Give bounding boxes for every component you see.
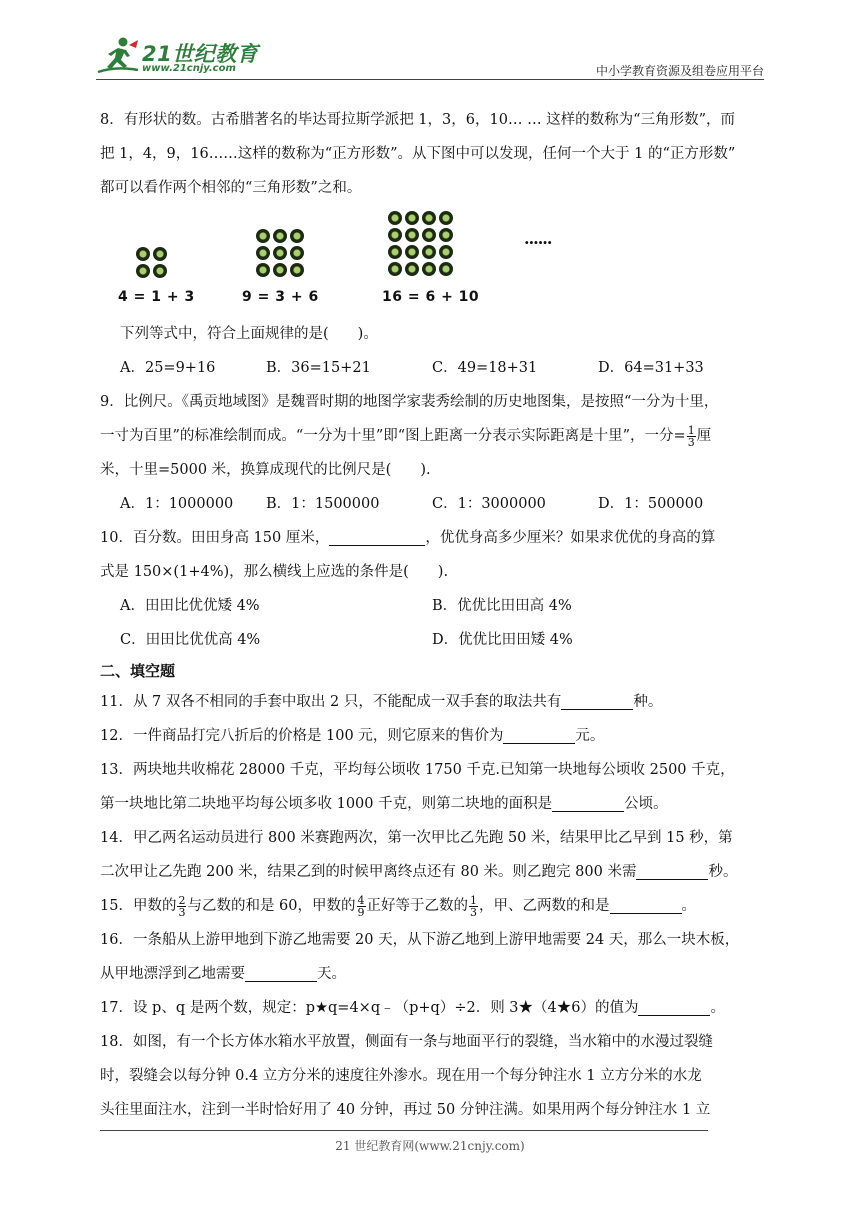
- figure-label-9: 9 = 3 + 6: [242, 289, 319, 305]
- dot: [439, 211, 453, 225]
- q8-option-a[interactable]: A．25=9+16: [120, 360, 216, 376]
- dot: [273, 263, 287, 277]
- q9-option-b[interactable]: B．1：1500000: [266, 496, 380, 512]
- q13-line-2: 第一块地比第二块地平均每公顷多收 1000 千克，则第二块地的面积是 公顷。: [100, 787, 764, 821]
- dot: [405, 245, 419, 259]
- dot: [273, 246, 287, 260]
- answer-blank[interactable]: [552, 793, 624, 812]
- answer-blank[interactable]: [245, 963, 317, 982]
- q16-line-1: 16．一条船从上游甲地到下游乙地需要 20 天，从下游乙地到上游甲地需要 24 天，那么一块木板，: [100, 932, 740, 948]
- dot: [256, 246, 270, 260]
- answer-blank[interactable]: [561, 691, 633, 710]
- q11: 11．从 7 双各不相同的手套中取出 2 只，不能配成一双手套的取法共有 种。: [100, 685, 764, 719]
- q9-option-d[interactable]: D．1：500000: [598, 496, 704, 512]
- logo-name: 21世纪教育: [142, 42, 259, 66]
- q8-line-2: 把 1，4，9，16……这样的数称为“正方形数”。从下图中可以发现，任何一个大于 1 的“正方形数”: [100, 146, 736, 162]
- q10-option-a[interactable]: A．田田比优优矮 4%: [120, 598, 260, 614]
- q8-line-1: 8．有形状的数。古希腊著名的毕达哥拉斯学派把 1，3，6，10… … 这样的数称为“三角形数”，而: [100, 112, 736, 128]
- q14-line-2: 二次甲让乙先跑 200 米，结果乙到的时候甲离终点还有 80 米。则乙跑完 800 米需 秒。: [100, 855, 764, 889]
- q9-option-c[interactable]: C．1：3000000: [432, 496, 546, 512]
- logo-url: www.21cnjy.com: [142, 63, 236, 74]
- section-heading-fill-in: 二、填空题: [100, 662, 176, 680]
- header-divider: [96, 79, 764, 80]
- dot: [405, 228, 419, 242]
- dot: [136, 264, 150, 278]
- q9-options: [100, 487, 764, 521]
- dot-grid-4x4: [388, 211, 453, 276]
- q8-option-d[interactable]: D．64=31+33: [598, 360, 704, 376]
- figure-label-16: 16 = 6 + 10: [382, 289, 480, 305]
- figure-ellipsis: ......: [524, 229, 552, 248]
- dot: [290, 246, 304, 260]
- q18-line-1: 18．如图，有一个长方体水箱水平放置，侧面有一条与地面平行的裂缝，当水箱中的水漫过裂缝: [100, 1034, 713, 1050]
- q8-prompt: 下列等式中，符合上面规律的是( )。: [120, 326, 378, 342]
- answer-blank[interactable]: [329, 527, 425, 546]
- answer-blank[interactable]: [503, 725, 575, 744]
- q8-option-c[interactable]: C．49=18+31: [432, 360, 538, 376]
- q9-option-a[interactable]: A．1：1000000: [120, 496, 234, 512]
- runner-logo-icon: [96, 36, 140, 76]
- q8-line-3: 都可以看作两个相邻的“三角形数”之和。: [100, 180, 362, 196]
- fraction-two-thirds: $\frac{2}{3}$: [178, 893, 186, 919]
- q10-line-2: 式是 150×(1+4%)，那么横线上应选的条件是( ).: [100, 564, 449, 580]
- q10-option-d[interactable]: D．优优比田田矮 4%: [432, 632, 573, 648]
- q9-line-2-text: 一寸为百里”的标准绘制而成。“一分为十里”即“图上距离一分表示实际距离是十里”，一分=: [100, 428, 686, 444]
- dot: [153, 247, 167, 261]
- site-logo: [96, 36, 266, 78]
- q18-line-3: 头往里面注水，注到一半时恰好用了 40 分钟，再过 50 分钟注满。如果用两个每分钟注水 1 立: [100, 1102, 711, 1118]
- answer-blank[interactable]: [610, 895, 682, 914]
- dot: [388, 228, 402, 242]
- document-body: [100, 103, 764, 1127]
- fraction-four-ninths: $\frac{4}{9}$: [357, 893, 365, 919]
- q8-options: [100, 351, 764, 385]
- q12: 12．一件商品打完八折后的价格是 100 元，则它原来的售价为 元。: [100, 719, 764, 753]
- page-header: [96, 36, 764, 80]
- dot: [439, 262, 453, 276]
- q8-option-b[interactable]: B．36=15+21: [266, 360, 371, 376]
- dot: [136, 247, 150, 261]
- q18-line-2: 时，裂缝会以每分钟 0.4 立方分米的速度往外渗水。现在用一个每分钟注水 1 立方分米的水龙: [100, 1068, 702, 1084]
- dot: [256, 229, 270, 243]
- footer-divider: [100, 1130, 708, 1131]
- q10-option-b[interactable]: B．优优比田田高 4%: [432, 598, 572, 614]
- square-numbers-figure: [100, 207, 764, 311]
- dot: [153, 264, 167, 278]
- dot: [388, 262, 402, 276]
- q10-option-c[interactable]: C．田田比优优高 4%: [120, 632, 261, 648]
- fraction-one-third: $\frac{1}{3}$: [470, 893, 478, 919]
- q13-line-1: 13．两块地共收棉花 28000 千克，平均每公顷收 1750 千克.已知第一块地每公顷收 2500 千克，: [100, 762, 735, 778]
- q10-line-1: 10．百分数。田田身高 150 厘米， ，优优身高多少厘米？如果求优优的身高的算: [100, 521, 764, 555]
- q10-options-row-2: [100, 623, 764, 657]
- q10-options-row-1: [100, 589, 764, 623]
- dot: [290, 229, 304, 243]
- dot: [422, 228, 436, 242]
- q15: 15．甲数的 $\frac{2}{3}$ 与乙数的和是 60，甲数的 $\frac{4}{9}$ 正好等于乙数的 $\frac{1}{3}$ ，甲、乙两数的和是 。: [100, 893, 697, 919]
- dot: [290, 263, 304, 277]
- site-tagline: 中小学教育资源及组卷应用平台: [595, 64, 764, 78]
- q14-line-1: 14．甲乙两名运动员进行 800 米赛跑两次，第一次甲比乙先跑 50 米，结果甲比乙早到 15 秒，第: [100, 830, 733, 846]
- dot: [388, 211, 402, 225]
- dot: [422, 262, 436, 276]
- dot: [388, 245, 402, 259]
- dot: [256, 263, 270, 277]
- dot-grid-3x3: [256, 229, 304, 277]
- dot: [422, 211, 436, 225]
- dot: [405, 262, 419, 276]
- dot: [273, 229, 287, 243]
- q9-line-1: 9．比例尺。《禹贡地域图》是魏晋时期的地图学家裴秀绘制的历史地图集，是按照“一分为十里，: [100, 394, 719, 410]
- dot-grid-2x2: [136, 247, 167, 278]
- dot: [422, 245, 436, 259]
- fraction-one-third: $\frac{1}{3}$: [687, 423, 695, 449]
- page-footer[interactable]: 21 世纪教育网(www.21cnjy.com): [335, 1139, 525, 1153]
- q9-line-3: 米，十里=5000 米，换算成现代的比例尺是( ).: [100, 462, 431, 478]
- q9-line-2: 一寸为百里”的标准绘制而成。“一分为十里”即“图上距离一分表示实际距离是十里”，一分= $\frac{1}{3}$ 厘: [100, 423, 712, 449]
- answer-blank[interactable]: [638, 997, 710, 1016]
- figure-label-4: 4 = 1 + 3: [118, 289, 195, 305]
- dot: [439, 245, 453, 259]
- q17: 17．设 p、q 是两个数，规定：p★q=4×q﹣（p+q）÷2．则 3★（4★6）的值为 。: [100, 991, 764, 1025]
- q16-line-2: 从甲地漂浮到乙地需要 天。: [100, 957, 764, 991]
- answer-blank[interactable]: [636, 861, 708, 880]
- dot: [439, 228, 453, 242]
- dot: [405, 211, 419, 225]
